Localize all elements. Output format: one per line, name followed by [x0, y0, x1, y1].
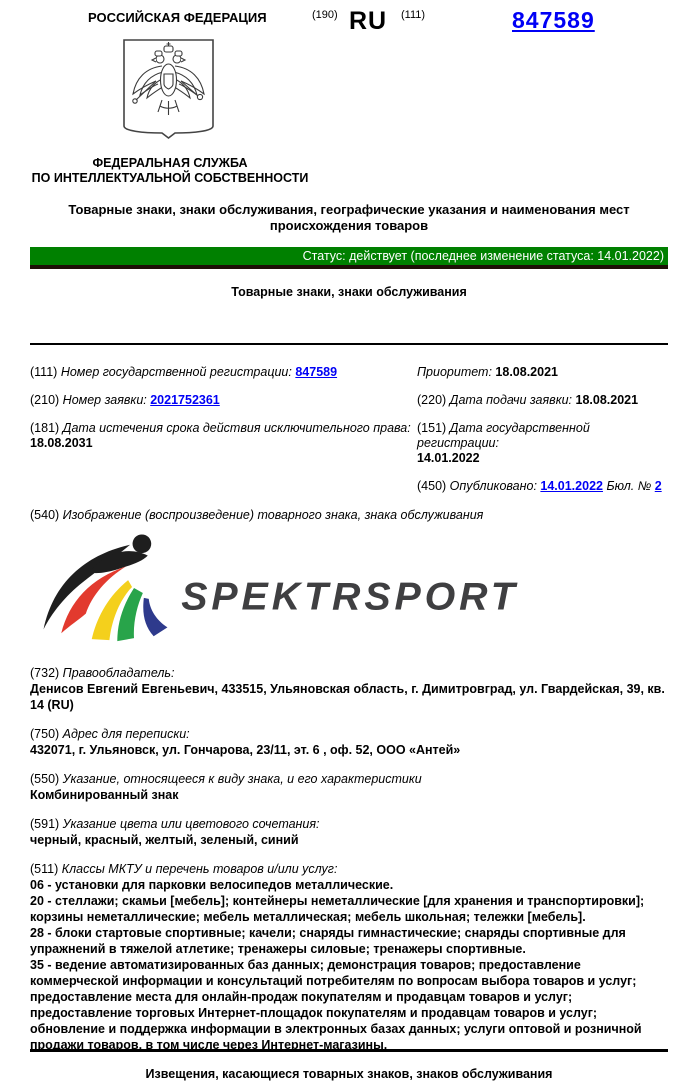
field-priority-label: Приоритет:	[417, 365, 492, 379]
agency-name	[0, 156, 340, 186]
status-bar: Статус: действует (последнее изменение статуса: 14.01.2022)	[30, 247, 668, 265]
field-151	[417, 421, 668, 466]
field-450-label: Опубликовано:	[449, 479, 537, 493]
section-title: Товарные знаки, знаки обслуживания	[231, 285, 467, 299]
field-210-label: Номер заявки:	[62, 393, 147, 407]
bibliographic-fields	[30, 365, 668, 494]
field-540	[30, 507, 668, 523]
field-181-code: (181)	[30, 421, 60, 435]
field-732-value: Денисов Евгений Евгеньевич, 433515, Ульяновская область, г. Димитровград, ул. Гвардейская, 39, кв. 14 (RU)	[30, 682, 665, 712]
class-28: 28 - блоки стартовые спортивные; качели; снаряды гимнастические; снаряды спортивные для упражнений в тяжелой атлетике; тренажеры силовые; тренажеры спортивные.	[30, 926, 626, 956]
coat-of-arms	[122, 38, 215, 139]
field-220-value: 18.08.2021	[575, 393, 639, 407]
field-210	[30, 393, 417, 408]
field-732-code: (732)	[30, 666, 60, 680]
country-code: RU	[349, 7, 388, 35]
wordmark-text: SPEKTRSPORT	[181, 574, 519, 619]
field-550	[30, 771, 668, 803]
status-bar-underline	[30, 265, 668, 269]
field-151-label: Дата государственной регистрации:	[417, 421, 590, 450]
field-450-bulletin-label: Бюл. №	[606, 479, 652, 493]
class-20: 20 - стеллажи; скамьи [мебель]; контейнеры неметаллические [для хранения и транспортировки]; корзины неметаллические; мебель металлическая; мебель школьная; тележки [мебель].	[30, 894, 645, 924]
field-511-label: Классы МКТУ и перечень товаров и/или услуг:	[61, 862, 338, 876]
spektrsport-logo	[30, 531, 535, 649]
field-111-label: Номер государственной регистрации:	[60, 365, 292, 379]
field-151-value: 14.01.2022	[417, 451, 480, 465]
field-111-value-link[interactable]: 847589	[295, 365, 338, 379]
field-750-value: 432071, г. Ульяновск, ул. Гончарова, 23/11, эт. 6 , оф. 52, ООО «Антей»	[30, 743, 461, 757]
bottom-divider	[30, 1049, 668, 1052]
field-151-code: (151)	[417, 421, 447, 435]
field-priority-value: 18.08.2021	[495, 365, 558, 379]
field-450-spacer	[30, 479, 417, 494]
field-181-value: 18.08.2031	[30, 436, 93, 450]
field-732-label: Правообладатель:	[62, 666, 175, 680]
field-540-label: Изображение (воспроизведение) товарного знака, знака обслуживания	[62, 508, 484, 522]
field-450	[417, 479, 668, 494]
field-511	[30, 861, 668, 1053]
field-540-code: (540)	[30, 508, 60, 522]
field-591	[30, 816, 668, 848]
field-591-label: Указание цвета или цветового сочетания:	[62, 817, 320, 831]
registration-number-link[interactable]: 847589	[512, 7, 595, 33]
inid-code-111-top: (111)	[401, 9, 426, 21]
agency-line2: ПО ИНТЕЛЛЕКТУАЛЬНОЙ СОБСТВЕННОСТИ	[31, 171, 309, 185]
country-title: РОССИЙСКАЯ ФЕДЕРАЦИЯ	[88, 10, 267, 25]
field-210-code: (210)	[30, 393, 60, 407]
field-591-value: черный, красный, желтый, зеленый, синий	[30, 833, 299, 847]
field-732	[30, 665, 668, 713]
notices-title: Извещения, касающиеся товарных знаков, знаков обслуживания	[145, 1067, 553, 1081]
field-220-label: Дата подачи заявки:	[449, 393, 573, 407]
agency-line1: ФЕДЕРАЛЬНАЯ СЛУЖБА	[92, 156, 248, 170]
class-35: 35 - ведение автоматизированных баз данных; демонстрация товаров; предоставление коммерческой информации и консультаций потребителям по вопросам выбора товаров и услуг; предоставление места для онлайн-продаж покупателям и продавцам товаров и услуг; предоставление торговых Интернет-площадок покупателям и продавцам товаров и услуг; обновление и поддержка информации в электронных базах данных; услуги оптовой и розничной продажи товаров, в том числе через Интернет-магазины.	[30, 958, 642, 1052]
field-111	[30, 365, 417, 380]
field-priority	[417, 365, 668, 380]
field-220	[417, 393, 668, 408]
document-header	[0, 0, 698, 196]
field-450-code: (450)	[417, 479, 447, 493]
document-body	[0, 202, 698, 1081]
field-750	[30, 726, 668, 758]
field-750-code: (750)	[30, 727, 60, 741]
field-550-value: Комбинированный знак	[30, 788, 179, 802]
field-181	[30, 421, 417, 466]
class-06: 06 - установки для парковки велосипедов металлические.	[30, 878, 394, 892]
field-550-label: Указание, относящееся к виду знака, и его характеристики	[62, 772, 422, 786]
field-111-code: (111)	[30, 365, 58, 379]
field-450-date-link[interactable]: 14.01.2022	[540, 479, 603, 493]
field-591-code: (591)	[30, 817, 60, 831]
trademark-image	[30, 531, 668, 652]
inid-code-190: (190)	[312, 9, 338, 21]
document-title: Товарные знаки, знаки обслуживания, географические указания и наименования мест происхождения товаров	[68, 202, 630, 233]
field-750-label: Адрес для переписки:	[62, 727, 190, 741]
field-220-code: (220)	[417, 393, 447, 407]
field-181-label: Дата истечения срока действия исключительного права:	[62, 421, 411, 435]
field-210-value-link[interactable]: 2021752361	[150, 393, 220, 407]
field-450-bulletin-link[interactable]: 2	[654, 479, 662, 493]
field-550-code: (550)	[30, 772, 60, 786]
field-511-code: (511)	[30, 862, 59, 876]
top-divider	[30, 343, 668, 345]
